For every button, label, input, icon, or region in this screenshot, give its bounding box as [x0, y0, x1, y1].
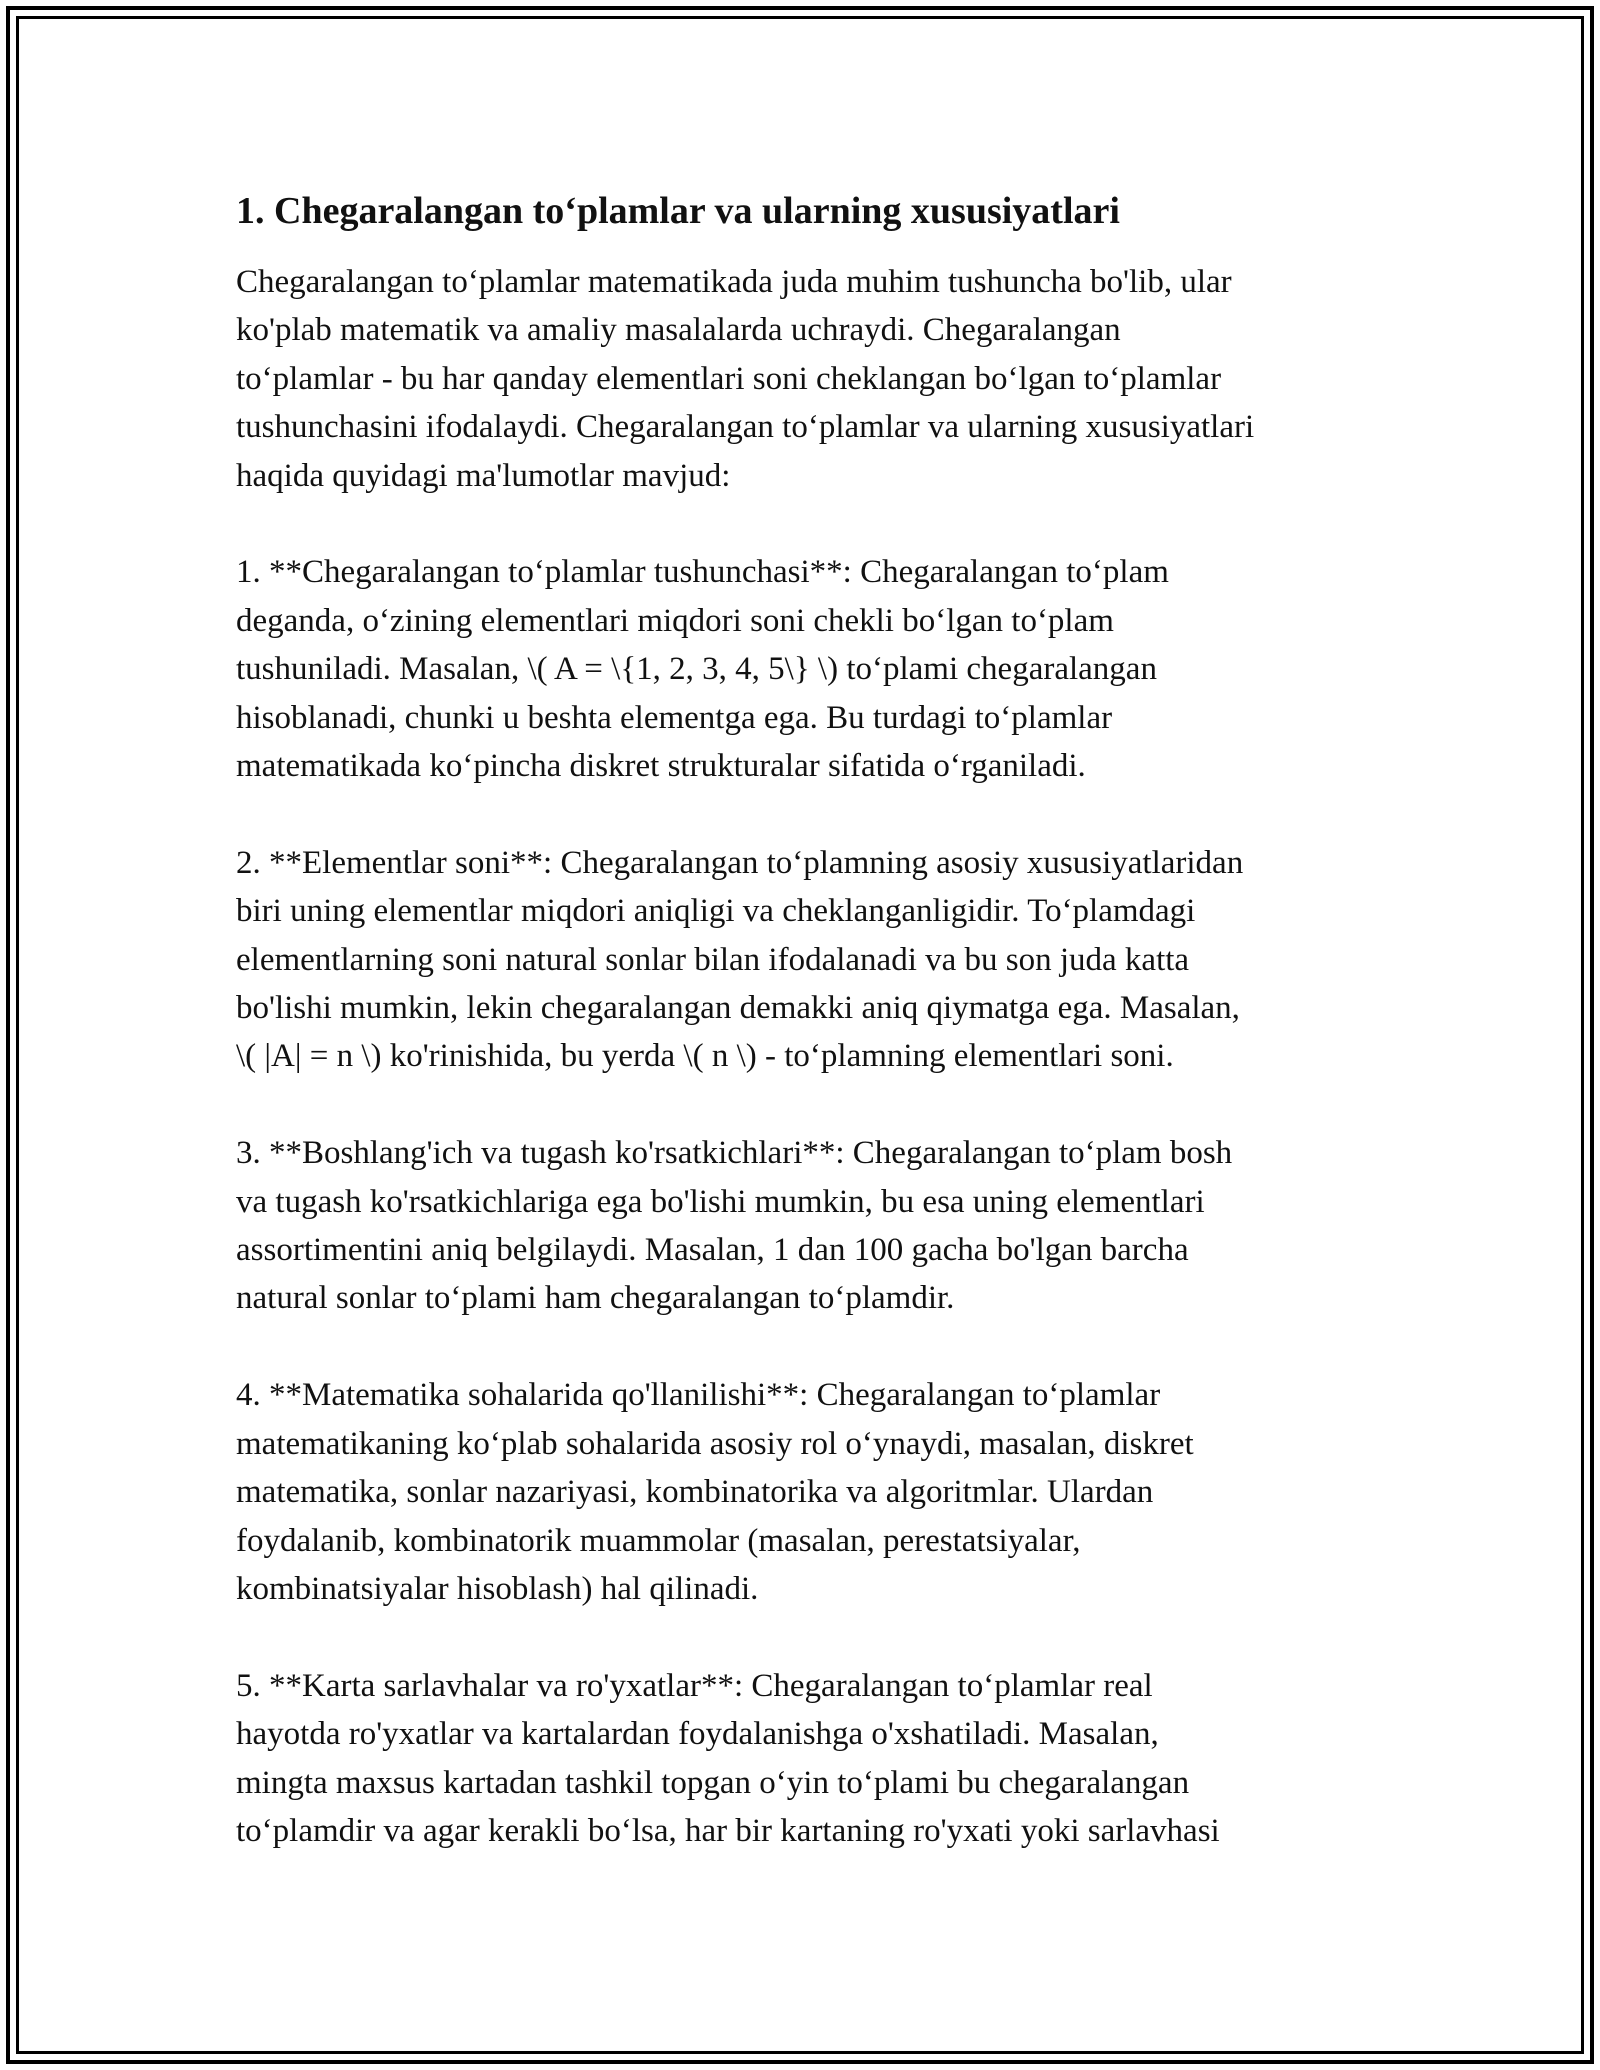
text-line: 3. **Boshlang'ich va tugash ko'rsatkichlari**: Chegaralangan to‘plam bosh: [236, 1135, 1233, 1172]
paragraph-item-3: [236, 1129, 1386, 1323]
text-line: matematika, sonlar nazariyasi, kombinatorika va algoritmlar. Ulardan: [236, 1474, 1154, 1511]
text-line: tushuniladi. Masalan, \( A = \{1, 2, 3, 4, 5\} \) to‘plami chegaralangan: [236, 651, 1157, 688]
text-line: matematikada ko‘pincha diskret strukturalar sifatida o‘rganiladi.: [236, 748, 1086, 785]
text-line: 2. **Elementlar soni**: Chegaralangan to‘plamning asosiy xususiyatlaridan: [236, 844, 1244, 881]
paragraph-item-4: [236, 1371, 1386, 1613]
text-line: matematikaning ko‘plab sohalarida asosiy rol o‘ynaydi, masalan, diskret: [236, 1425, 1194, 1462]
text-line: va tugash ko'rsatkichlariga ega bo'lishi mumkin, bu esa uning elementlari: [236, 1183, 1205, 1220]
text-line: 4. **Matematika sohalarida qo'llanilishi**: Chegaralangan to‘plamlar: [236, 1377, 1161, 1414]
text-line: mingta maxsus kartadan tashkil topgan o‘yin to‘plami bu chegaralangan: [236, 1764, 1190, 1801]
document-body: [236, 186, 1386, 1904]
text-line: Chegaralangan to‘plamlar matematikada juda muhim tushuncha bo'lib, ular: [236, 264, 1232, 300]
text-line: to‘plamdir va agar kerakli bo‘lsa, har bir kartaning ro'yxati yoki sarlavhasi: [236, 1812, 1220, 1849]
text-line: hayotda ro'yxatlar va kartalardan foydalanishga o'xshatiladi. Masalan,: [236, 1716, 1159, 1753]
text-line: haqida quyidagi ma'lumotlar mavjud:: [236, 457, 731, 494]
text-line: 1. **Chegaralangan to‘plamlar tushunchasi**: Chegaralangan to‘plam: [236, 554, 1169, 591]
paragraph-intro: [236, 258, 1386, 500]
text-line: natural sonlar to‘plami ham chegaralangan to‘plamdir.: [236, 1280, 955, 1317]
text-line: 5. **Karta sarlavhalar va ro'yxatlar**: Chegaralangan to‘plamlar real: [236, 1667, 1153, 1704]
text-line: bo'lishi mumkin, lekin chegaralangan demakki aniq qiymatga ega. Masalan,: [236, 990, 1240, 1027]
text-line: tushunchasini ifodalaydi. Chegaralangan to‘plamlar va ularning xususiyatlari: [236, 409, 1255, 446]
paragraph-item-5: [236, 1662, 1386, 1856]
text-line: foydalanib, kombinatorik muammolar (masalan, perestatsiyalar,: [236, 1522, 1081, 1559]
text-line: assortimentini aniq belgilaydi. Masalan, 1 dan 100 gacha bo'lgan barcha: [236, 1232, 1189, 1269]
text-line: ko'plab matematik va amaliy masalalarda uchraydi. Chegaralangan: [236, 312, 1121, 349]
text-line: kombinatsiyalar hisoblash) hal qilinadi.: [236, 1570, 759, 1607]
paragraph-item-2: [236, 839, 1386, 1081]
text-line: to‘plamlar - bu har qanday elementlari soni cheklangan bo‘lgan to‘plamlar: [236, 360, 1222, 397]
section-heading: 1. Chegaralangan to‘plamlar va ularning xususiyatlari: [236, 190, 1120, 232]
paragraph-item-1: [236, 548, 1386, 790]
text-line: hisoblanadi, chunki u beshta elementga ega. Bu turdagi to‘plamlar: [236, 699, 1113, 736]
text-line: \( |A| = n \) ko'rinishida, bu yerda \( n \) - to‘plamning elementlari soni.: [236, 1038, 1174, 1075]
text-line: deganda, o‘zining elementlari miqdori soni chekli bo‘lgan to‘plam: [236, 602, 1114, 639]
text-line: elementlarning soni natural sonlar bilan ifodalanadi va bu son juda katta: [236, 941, 1190, 978]
text-line: biri uning elementlar miqdori aniqligi va cheklanganligidir. To‘plamdagi: [236, 893, 1196, 930]
